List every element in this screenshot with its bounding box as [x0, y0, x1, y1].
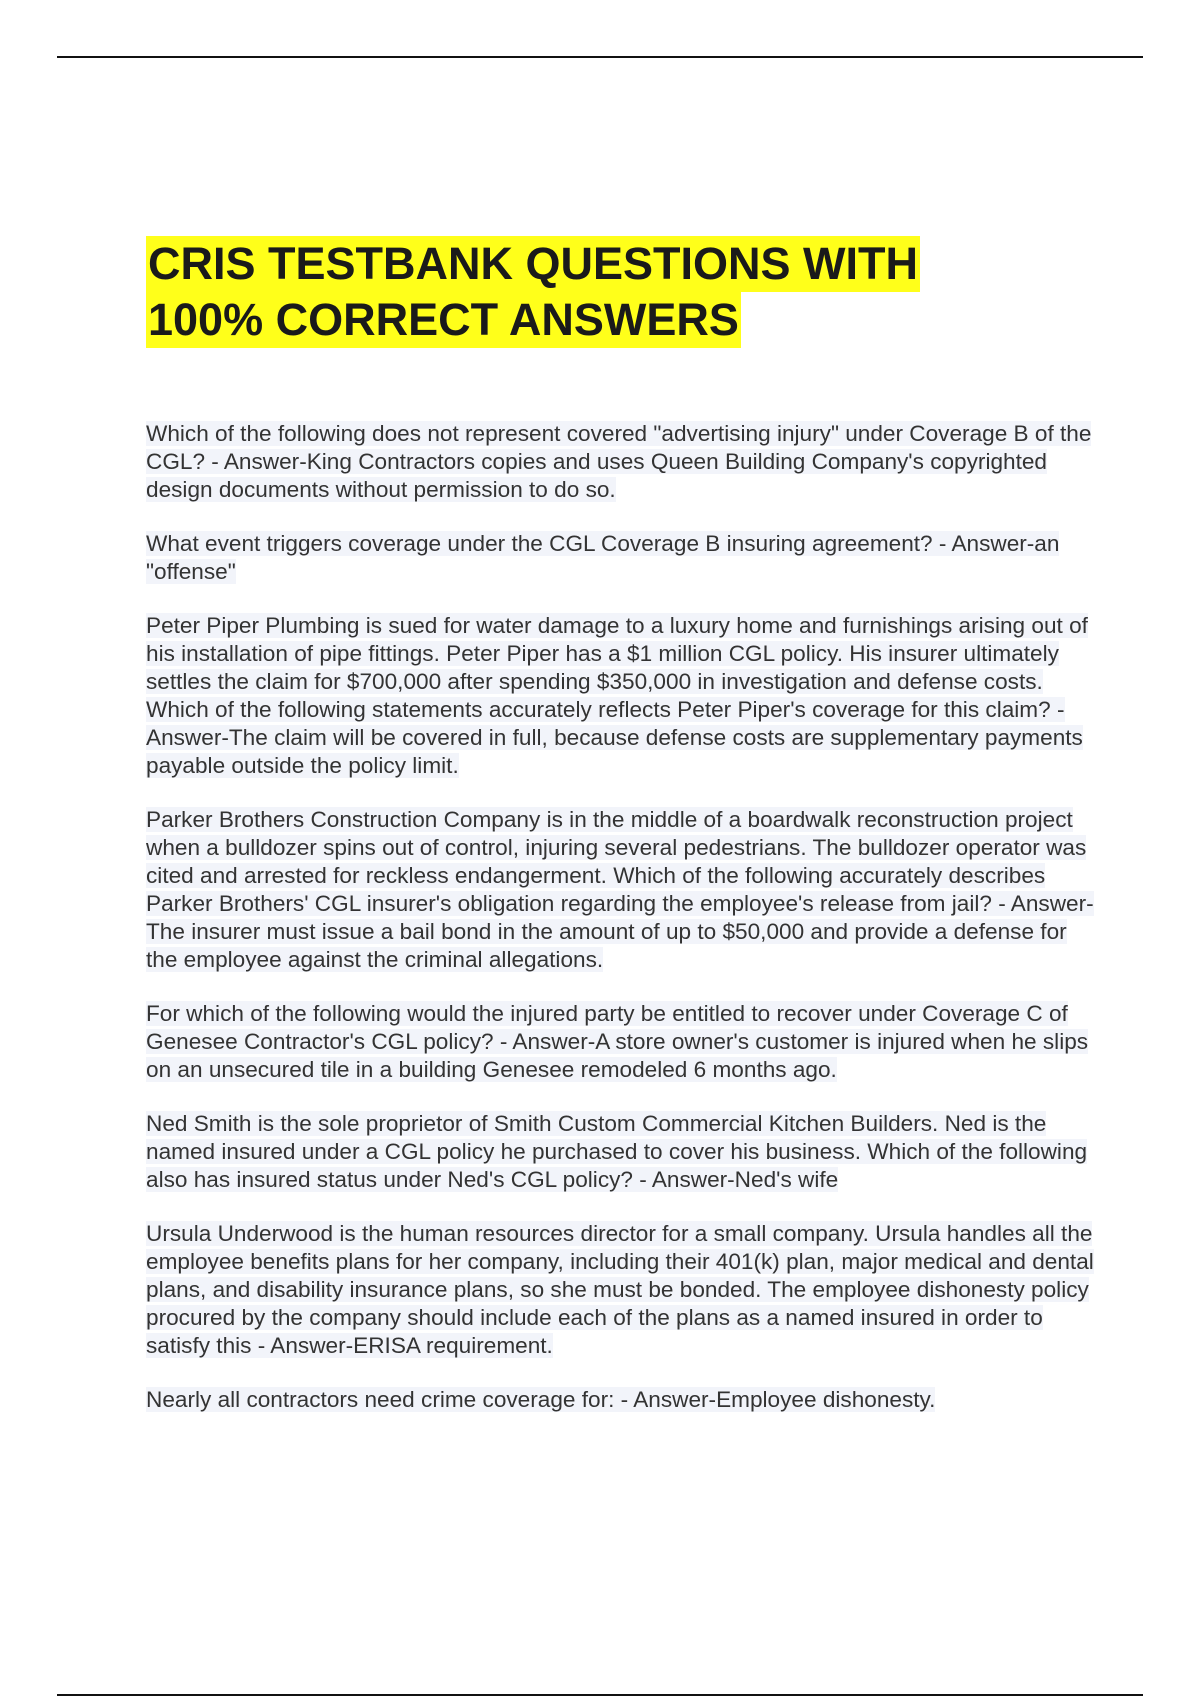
qa-entry-text: Ursula Underwood is the human resources director for a small company. Ursula handles all the employee benefits plans for her company, including their 401(k) plan, major medical and dental plans, and disability insurance plans, so she must be bonded. The employee dishonesty policy procured by the company should include each of the plans as a named insured in order to satisfy this - Answer-ERISA requirement. — [146, 1221, 1094, 1358]
document-title — [146, 236, 1106, 348]
title-line-1: CRIS TESTBANK QUESTIONS WITH — [146, 236, 920, 292]
qa-entry-text: Which of the following does not represent covered "advertising injury" under Coverage B of the CGL? - Answer-King Contractors copies and uses Queen Building Company's copyrighted design documents without permission to do so. — [146, 421, 1092, 502]
top-rule — [57, 56, 1143, 58]
bottom-rule — [57, 1694, 1143, 1696]
title-line-2: 100% CORRECT ANSWERS — [146, 292, 741, 348]
qa-entry-text: Parker Brothers Construction Company is in the middle of a boardwalk reconstruction project when a bulldozer spins out of control, injuring several pedestrians. The bulldozer operator was cited and arrested for reckless endangerment. Which of the following accurately describes Parker Brothers' CGL insurer's obligation regarding the employee's release from jail? - Answer-The insurer must issue a bail bond in the amount of up to $50,000 and provide a defense for the employee against the criminal allegations. — [146, 807, 1094, 972]
qa-entry — [146, 1000, 1096, 1084]
qa-list — [146, 420, 1096, 1440]
qa-entry-text: Ned Smith is the sole proprietor of Smith Custom Commercial Kitchen Builders. Ned is the named insured under a CGL policy he purchased to cover his business. Which of the following also has insured status under Ned's CGL policy? - Answer-Ned's wife — [146, 1111, 1088, 1192]
qa-entry-text: Nearly all contractors need crime coverage for: - Answer-Employee dishonesty. — [146, 1387, 936, 1412]
qa-entry — [146, 1110, 1096, 1194]
qa-entry-text: Peter Piper Plumbing is sued for water damage to a luxury home and furnishings arising out of his installation of pipe fittings. Peter Piper has a $1 million CGL policy. His insurer ultimately settles the claim for $700,000 after spending $350,000 in investigation and defense costs. Which of the following statements accurately reflects Peter Piper's coverage for this claim? - Answer-The claim will be covered in full, because defense costs are supplementary payments payable outside the policy limit. — [146, 613, 1088, 778]
qa-entry — [146, 612, 1096, 780]
qa-entry — [146, 530, 1096, 586]
qa-entry-text: What event triggers coverage under the CGL Coverage B insuring agreement? - Answer-an "offense" — [146, 531, 1060, 584]
qa-entry — [146, 420, 1096, 504]
qa-entry-text: For which of the following would the injured party be entitled to recover under Coverage C of Genesee Contractor's CGL policy? - Answer-A store owner's customer is injured when he slips on an unsecured tile in a building Genesee remodeled 6 months ago. — [146, 1001, 1089, 1082]
qa-entry — [146, 1220, 1096, 1360]
qa-entry — [146, 806, 1096, 974]
qa-entry — [146, 1386, 1096, 1414]
